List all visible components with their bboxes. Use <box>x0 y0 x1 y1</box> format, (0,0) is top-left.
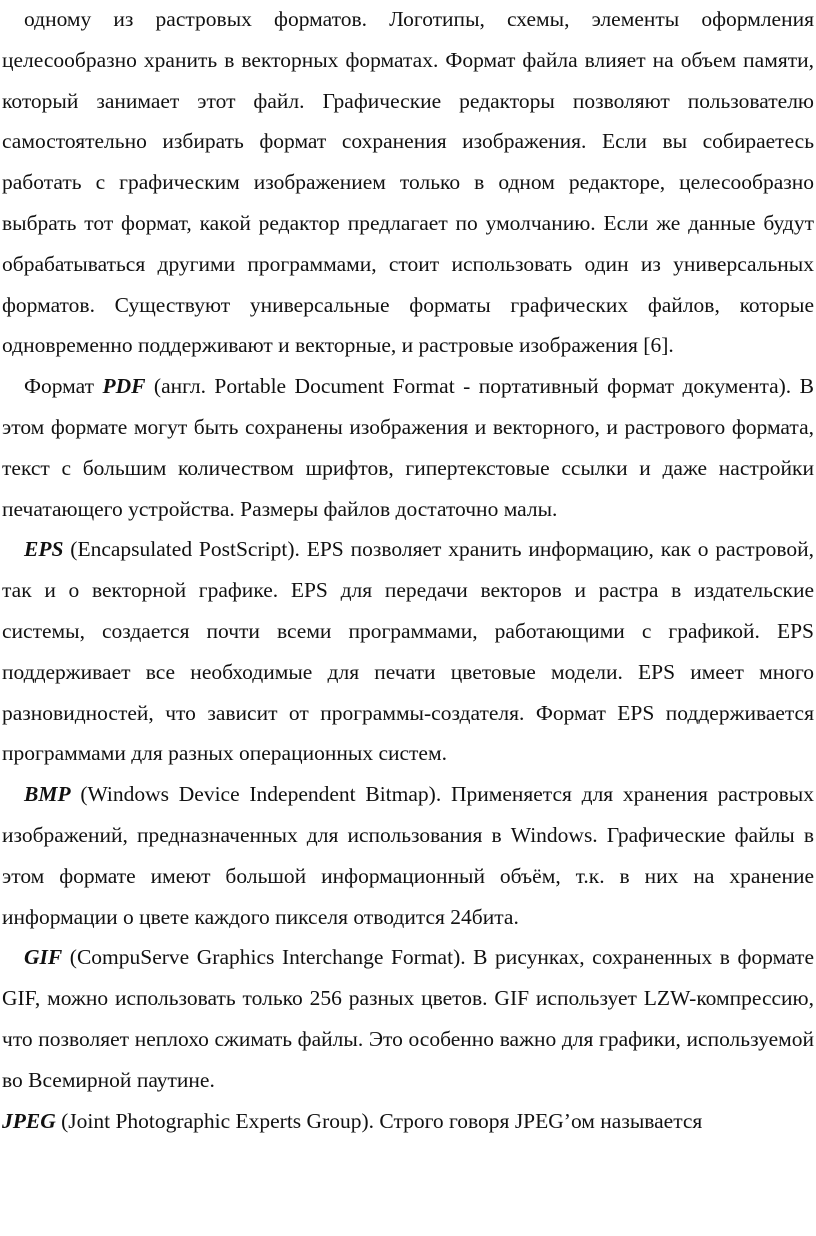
format-term-pdf: PDF <box>102 374 146 399</box>
paragraph-text: (Joint Photographic Experts Group). Строго говоря JPEG’ом называется <box>55 1108 703 1133</box>
paragraph-text: (Windows Device Independent Bitmap). Применяется для хранения растровых изображений, предназначенных для использования в Windows. Графические файлы в этом формате имеют большой информационный объём, т.к. в них на хранение информации о цвете каждого пикселя отводится 24бита. <box>2 782 814 929</box>
paragraph-eps <box>2 529 814 774</box>
format-term-eps: EPS <box>24 537 64 562</box>
format-term-jpeg: JPEG <box>2 1108 56 1133</box>
paragraph-prefix: Формат <box>24 374 103 399</box>
paragraph-jpeg <box>2 1101 814 1142</box>
format-term-bmp: BMP <box>24 782 71 807</box>
paragraph-bmp <box>2 774 814 937</box>
paragraph-text: (англ. Portable Document Format - портативный формат документа). В этом формате могут быть сохранены изображения и векторного, и растрового формата, текст с большим количеством шрифтов, гипертекстовые ссылки и даже настройки печатающего устройства. Размеры файлов достаточно малы. <box>2 374 814 521</box>
paragraph-gif <box>2 937 814 1100</box>
format-term-gif: GIF <box>24 945 63 970</box>
paragraph-intro <box>2 0 814 366</box>
paragraph-text: одному из растровых форматов. Логотипы, схемы, элементы оформления целесообразно хранить в векторных форматах. Формат файла влияет на объем памяти, который занимает этот файл. Графические редакторы позволяют пользователю самостоятельно избирать формат сохранения изображения. Если вы собираетесь работать с графическим изображением только в одном редакторе, целесообразно выбрать тот формат, какой редактор предлагает по умолчанию. Если же данные будут обрабатываться другими программами, стоит использовать один из универсальных форматов. Существуют универсальные форматы графических файлов, которые одновременно поддерживают и векторные, и растровые изображения [6]. <box>2 7 814 358</box>
paragraph-pdf <box>2 366 814 529</box>
paragraph-text: (Encapsulated PostScript). EPS позволяет хранить информацию, как о растровой, так и о векторной графике. EPS для передачи векторов и растра в издательские системы, создается почти всеми программами, работающими с графикой. EPS поддерживает все необходимые для печати цветовые модели. EPS имеет много разновидностей, что зависит от программы-создателя. Формат EPS поддерживается программами для разных операционных систем. <box>2 537 814 766</box>
paragraph-text: (CompuServe Graphics Interchange Format). В рисунках, сохраненных в формате GIF, можно использовать только 256 разных цветов. GIF использует LZW-компрессию, что позволяет неплохо сжимать файлы. Это особенно важно для графики, используемой во Всемирной паутине. <box>2 945 814 1092</box>
